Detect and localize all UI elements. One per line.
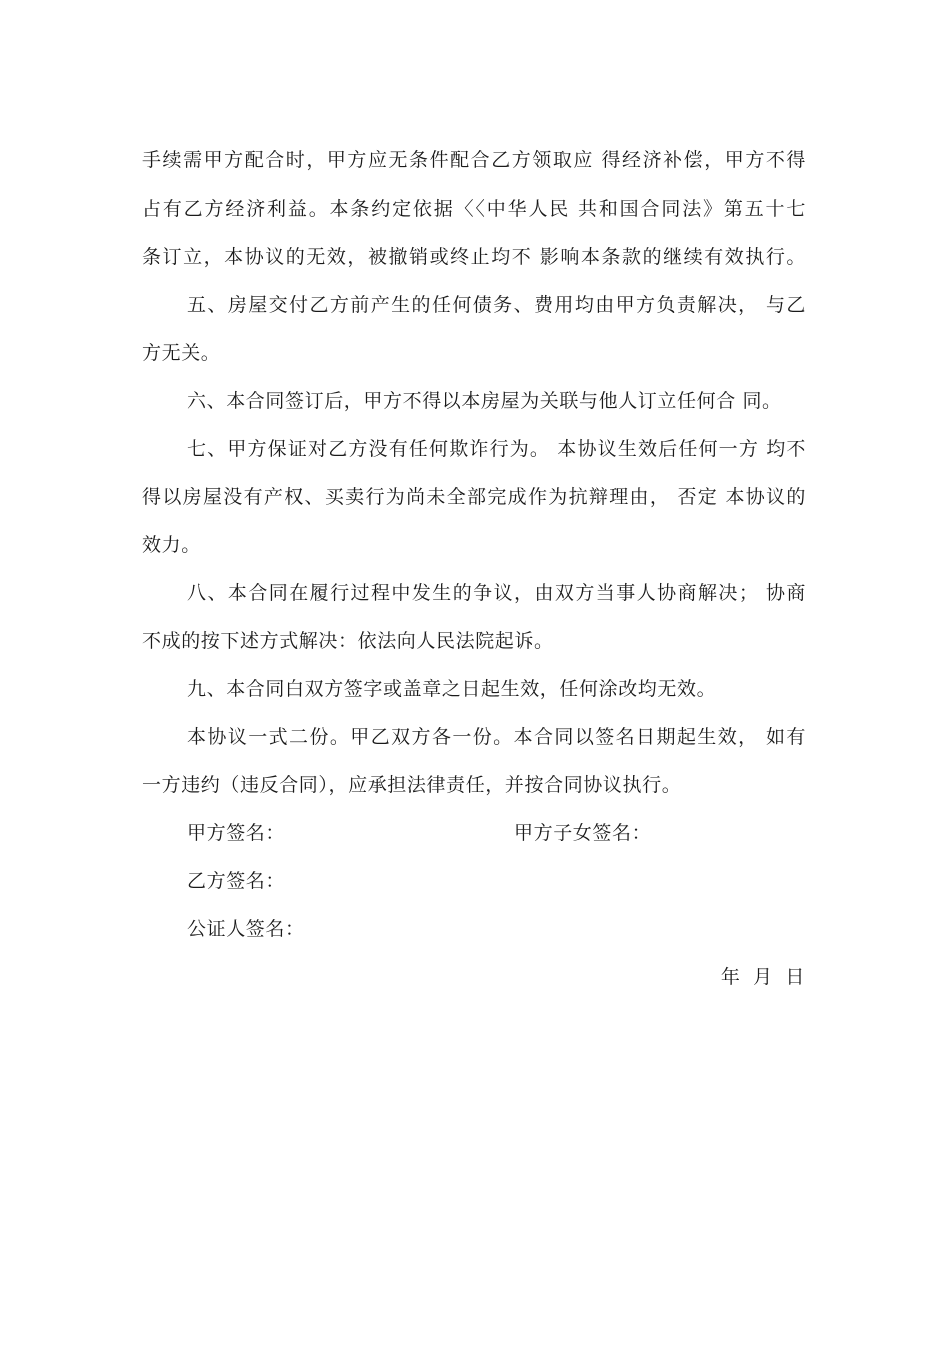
clause-6: 六、本合同签订后，甲方不得以本房屋为关联与他人订立任何合 同。 xyxy=(187,390,782,412)
party-b-signature-label: 乙方签名： xyxy=(187,870,286,892)
clause-7-line-2: 得以房屋没有产权、买卖行为尚未全部完成作为抗辩理由， 否定 本协议的 xyxy=(142,486,806,508)
clause-4-continuation-line-3: 条订立，本协议的无效，被撤销或终止均不 影响本条款的继续有效执行。 xyxy=(142,246,806,268)
clause-8-line-1: 八、本合同在履行过程中发生的争议，由双方当事人协商解决； 协商 xyxy=(187,582,806,604)
clause-5-line-1: 五、房屋交付乙方前产生的任何债务、费用均由甲方负责解决， 与乙 xyxy=(187,294,806,316)
party-a-children-signature-label: 甲方子女签名： xyxy=(514,822,652,844)
copies-clause-line-2: 一方违约（违反合同），应承担法律责任，并按合同协议执行。 xyxy=(142,774,682,796)
clause-4-continuation-line-1: 手续需甲方配合时，甲方应无条件配合乙方领取应 得经济补偿，甲方不得 xyxy=(142,149,806,171)
clause-9: 九、本合同白双方签字或盖章之日起生效，任何涂改均无效。 xyxy=(187,678,717,700)
copies-clause-line-1: 本协议一式二份。甲乙双方各一份。本合同以签名日期起生效， 如有 xyxy=(187,726,806,748)
clause-4-continuation-line-2: 占有乙方经济利益。本条约定依据〈〈中华人民 共和国合同法》第五十七 xyxy=(142,198,806,220)
notary-signature-label: 公证人签名： xyxy=(187,918,305,940)
date-line: 年 月 日 xyxy=(720,966,805,988)
clause-7-line-1: 七、甲方保证对乙方没有任何欺诈行为。 本协议生效后任何一方 均不 xyxy=(187,438,806,460)
clause-5-line-2: 方无关。 xyxy=(142,342,221,364)
clause-8-line-2: 不成的按下述方式解决：依法向人民法院起诉。 xyxy=(142,630,554,652)
party-a-signature-label: 甲方签名： xyxy=(187,822,286,844)
clause-7-line-3: 效力。 xyxy=(142,534,201,556)
